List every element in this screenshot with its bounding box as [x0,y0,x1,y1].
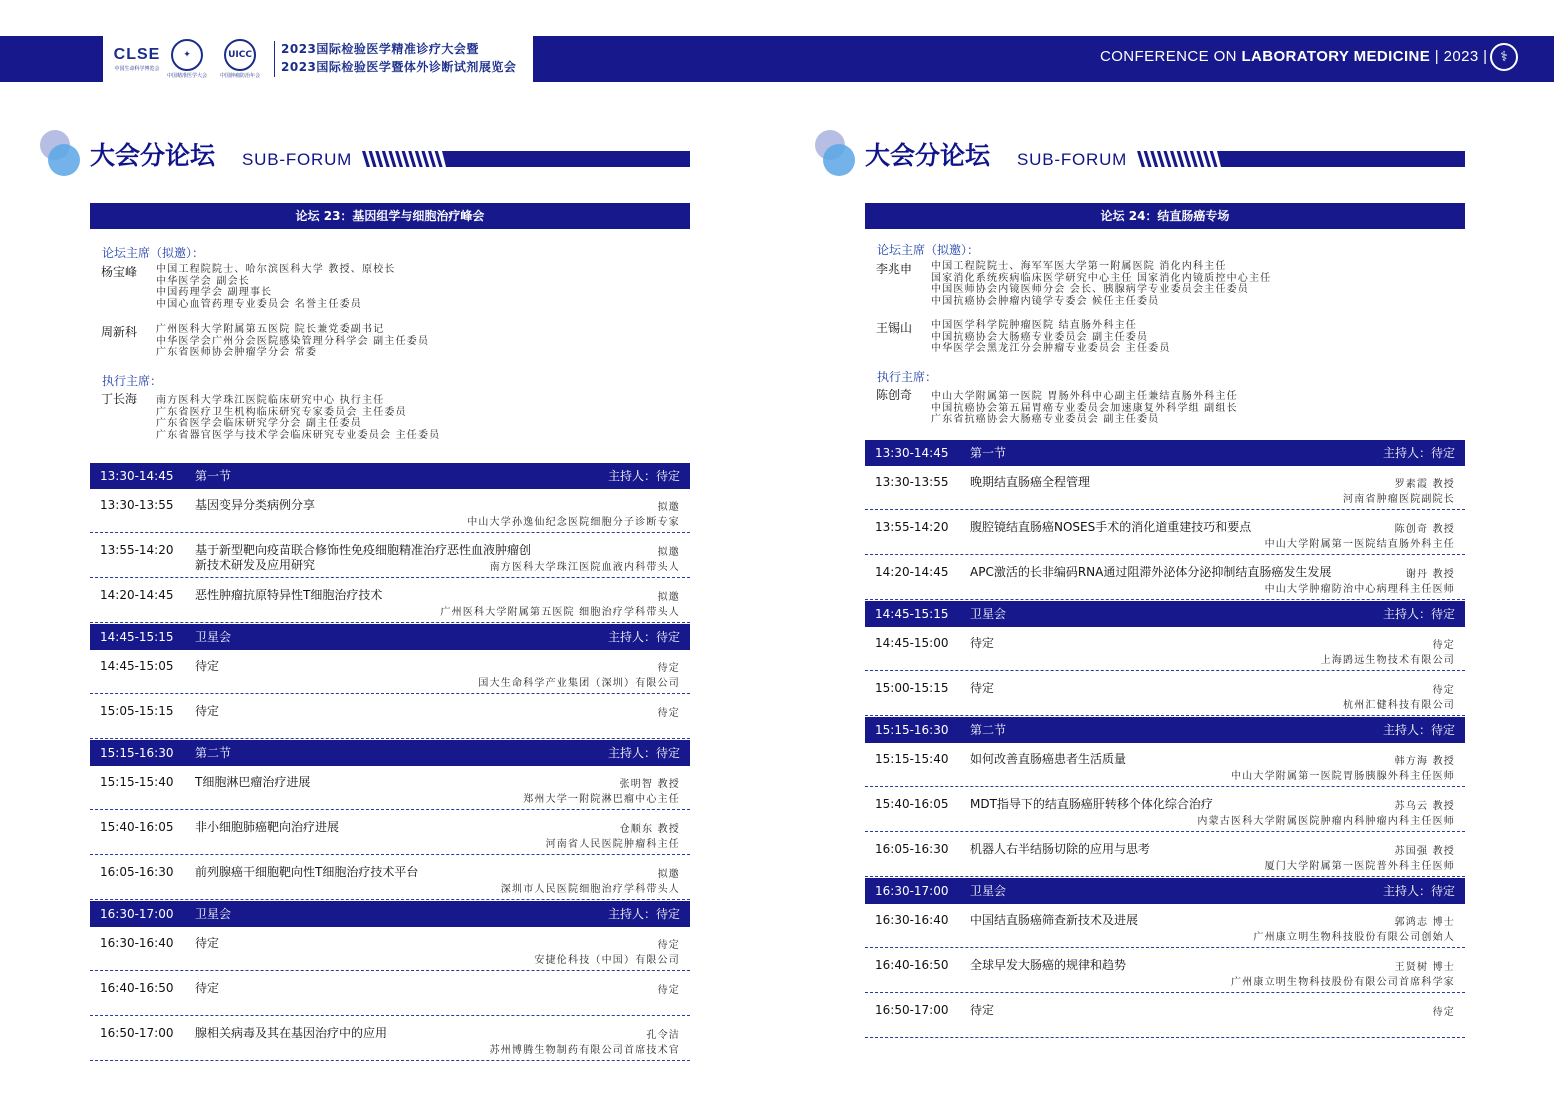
talk-time: 15:05-15:15 [100,704,174,718]
talk-row [90,650,690,694]
executive-chair-name: 丁长海 [101,392,138,406]
talk-time: 15:15-15:40 [100,775,174,789]
talk-time: 15:40-16:05 [875,797,949,811]
session-time: 16:30-17:00 [875,884,949,898]
chair-title-line: 中国心血管药理专业委员会 名誉主任委员 [156,298,362,310]
talk-title: 待定 [970,1003,995,1017]
session-time: 13:30-14:45 [100,469,174,483]
session-name: 卫星会 [970,884,1007,898]
session-time: 16:30-17:00 [100,907,174,921]
session-host: 主持人：待定 [607,746,680,760]
bubble-decoration [823,144,855,176]
executive-chair-title-line: 中山大学附属第一医院 胃肠外科中心副主任兼结直肠外科主任 [931,391,1238,402]
chair-title-line: 中国医师协会内镜医师分会 会长、胰腺病学专业委员会主任委员 [931,284,1249,296]
talk-speaker: 苏乌云 教授 [1394,801,1455,812]
session-time: 15:15-16:30 [875,723,949,737]
talk-time: 14:45-15:05 [100,659,174,673]
talk-time: 16:30-16:40 [100,936,174,950]
talk-affiliation: 河南省肿瘤医院副院长 [1343,494,1455,505]
session-header [865,878,1465,904]
chair-name: 周新科 [101,325,138,339]
talk-title: 前列腺癌干细胞靶向性T细胞治疗技术平台 [195,865,419,879]
talk-title: MDT指导下的结直肠癌肝转移个体化综合治疗 [970,797,1213,811]
conference-en-bold: LABORATORY MEDICINE [1241,48,1431,65]
talk-speaker: 拟邀 [657,502,680,513]
session-host: 主持人：待定 [1382,607,1455,621]
talk-affiliation: 内蒙古医科大学附属医院肿瘤内科肿瘤内科主任医师 [1197,816,1455,827]
talk-title: 机器人右半结肠切除的应用与思考 [970,842,1151,856]
talk-speaker: 待定 [657,940,680,951]
executive-chair-title-line: 广东省器官医学与技术学会临床研究专业委员会 主任委员 [156,429,441,441]
talk-affiliation: 广州康立明生物科技股份有限公司首席科学家 [1231,977,1455,988]
talk-speaker: 韩方海 教授 [1394,756,1455,767]
chair-name: 杨宝峰 [101,265,138,279]
talk-time: 16:05-16:30 [100,865,174,879]
talk-time: 13:55-14:20 [100,543,174,557]
talk-time: 16:30-16:40 [875,913,949,927]
precision-medicine-logo-caption: 中国精准医学大会 [166,73,207,79]
talk-title: 晚期结直肠癌全程管理 [970,475,1091,489]
executive-chair-titles [156,395,440,441]
forum-chair-label: 论坛主席（拟邀）： [877,243,980,257]
chair-name: 王锡山 [876,321,913,335]
talk-affiliation: 广州医科大学附属第五医院 细胞治疗学科带头人 [440,607,680,618]
conference-title-line2: 2023国际检验医学暨体外诊断试剂展览会 [281,60,517,74]
talk-title: 待定 [970,636,995,650]
talk-affiliation: 河南省人民医院肿瘤科主任 [545,839,680,850]
session-time: 14:45-15:15 [875,607,949,621]
left-page [90,0,690,1102]
talk-title: 基因变异分类病例分享 [195,498,316,512]
talk-speaker: 陈创奇 教授 [1394,524,1455,535]
talk-row [865,949,1465,993]
talk-speaker: 待定 [657,708,680,719]
talk-row [90,927,690,971]
talk-speaker: 待定 [657,663,680,674]
talk-affiliation: 中山大学附属第一医院结直肠外科主任 [1264,539,1455,550]
session-name: 卫星会 [195,907,232,921]
talk-row [90,579,690,623]
talk-time: 16:50-17:00 [875,1003,949,1017]
session-header [865,440,1465,466]
session-name: 第二节 [970,723,1007,737]
talk-title: 中国结直肠癌筛查新技术及进展 [970,913,1139,927]
section-subtitle: SUB-FORUM [1017,150,1128,169]
chair-title-line: 中国抗癌协会大肠癌专业委员会 副主任委员 [931,331,1149,343]
chair-title-line: 广州医科大学附属第五医院 院长兼党委副书记 [156,324,385,335]
talk-title: 如何改善直肠癌患者生活质量 [970,752,1127,766]
session-host: 主持人：待定 [1382,884,1455,898]
talk-row [90,489,690,533]
talk-affiliation: 杭州汇健科技有限公司 [1343,700,1455,711]
talk-speaker: 苏国强 教授 [1394,846,1455,857]
chair-title-line: 中国工程院院士、海军军医大学第一附属医院 消化内科主任 [931,261,1227,272]
talk-time: 14:20-14:45 [100,588,174,602]
talk-time: 14:45-15:00 [875,636,949,650]
bubble-decoration [48,144,80,176]
session-host: 主持人：待定 [1382,723,1455,737]
talk-time: 16:50-17:00 [100,1026,174,1040]
talk-time: 13:55-14:20 [875,520,949,534]
talk-affiliation: 深圳市人民医院细胞治疗学科带头人 [500,884,680,895]
section-title: 大会分论坛 [90,141,216,170]
talk-time: 16:40-16:50 [875,958,949,972]
chair-title-line: 中华医学会黑龙江分会肿瘤专业委员会 主任委员 [931,343,1171,355]
chair-titles [156,264,396,310]
chair-title-line: 国家消化系统疾病临床医学研究中心主任 国家消化内镜质控中心主任 [931,272,1272,284]
right-page [865,0,1465,1102]
talk-time: 16:05-16:30 [875,842,949,856]
talk-title: 待定 [195,704,220,718]
session-host: 主持人：待定 [607,630,680,644]
talk-speaker: 罗素霞 教授 [1394,479,1455,490]
talk-title: 非小细胞肺癌靶向治疗进展 [195,820,340,834]
session-name: 第一节 [970,446,1007,460]
chair-title-line: 广东省医师协会肿瘤学分会 常委 [156,347,318,359]
session-time: 14:45-15:15 [100,630,174,644]
chair-title-line: 中国药理学会 副理事长 [156,287,273,299]
talk-affiliation: 安捷伦科技（中国）有限公司 [534,955,680,966]
stripe-decoration [360,151,690,167]
talk-affiliation: 上海鹍远生物技术有限公司 [1320,655,1455,666]
talk-time: 15:00-15:15 [875,681,949,695]
talk-title: APC激活的长非编码RNA通过阻滞外泌体分泌抑制结直肠癌发生发展 [970,565,1332,579]
talk-speaker: 拟邀 [657,592,680,603]
session-host: 主持人：待定 [1382,446,1455,460]
talk-title: 全球早发大肠癌的规律和趋势 [970,958,1127,972]
chair-title-line: 中华医学会 副会长 [156,275,250,287]
section-subtitle: SUB-FORUM [242,150,353,169]
chair-name: 李兆申 [876,262,913,276]
talk-affiliation: 南方医科大学珠江医院血液内科带头人 [489,562,680,573]
session-host: 主持人：待定 [607,907,680,921]
chair-titles [931,261,1271,307]
talk-row [865,466,1465,510]
executive-chair-label: 执行主席： [877,370,938,384]
uicc-logo-caption: 中国肿瘤防治年会 [219,73,260,79]
executive-chair-title-line: 广东省抗癌协会大肠癌专业委员会 副主任委员 [931,414,1160,426]
talk-speaker: 谢丹 教授 [1405,569,1455,580]
talk-time: 14:20-14:45 [875,565,949,579]
stripe-decoration [1135,151,1465,167]
session-name: 第一节 [195,469,232,483]
talk-speaker: 待定 [657,985,680,996]
executive-chair-title-line: 广东省医学会临床研究学分会 副主任委员 [156,418,362,430]
talk-time: 13:30-13:55 [875,475,949,489]
talk-row [90,766,690,810]
session-header [90,463,690,489]
talk-time: 16:40-16:50 [100,981,174,995]
session-header [865,717,1465,743]
talk-title: 待定 [195,981,220,995]
session-time: 15:15-16:30 [100,746,174,760]
executive-chair-title-line: 广东省医疗卫生机构临床研究专家委员会 主任委员 [156,406,407,418]
talk-affiliation: 中山大学肿瘤防治中心病理科主任医师 [1264,584,1455,595]
talk-title: 恶性肿瘤抗原特异性T细胞治疗技术 [195,588,383,602]
talk-row [865,627,1465,671]
talk-title: 腹腔镜结直肠癌NOSES手术的消化道重建技巧和要点 [970,520,1252,534]
chair-title-line: 中国工程院院士、哈尔滨医科大学 教授、原校长 [156,264,396,275]
clse-logo-caption: 中国生命科学博览会 [114,66,160,72]
talk-affiliation: 厦门大学附属第一医院普外科主任医师 [1264,861,1455,872]
talk-affiliation: 苏州博腾生物制药有限公司首席技术官 [489,1045,680,1056]
talk-row [90,695,690,739]
executive-chair-title-line: 南方医科大学珠江医院临床研究中心 执行主任 [156,395,385,406]
talk-speaker: 王贤树 博士 [1394,962,1455,973]
talk-speaker: 仓顺东 教授 [619,824,680,835]
forum-chair-label: 论坛主席（拟邀）： [102,246,205,260]
chair-title-line: 中国医学科学院肿瘤医院 结直肠外科主任 [931,320,1137,331]
section-header [815,128,1465,178]
talk-affiliation: 广州康立明生物科技股份有限公司创始人 [1253,932,1455,943]
talk-title: 基于新型靶向疫苗联合修饰性免疫细胞精准治疗恶性血液肿瘤创新技术研发及应用研究 [195,543,532,572]
talk-affiliation: 中山大学孙逸仙纪念医院细胞分子诊断专家 [467,517,680,528]
talk-speaker: 孔令洁 [646,1030,680,1041]
executive-chair-titles [931,391,1238,426]
talk-row [90,972,690,1016]
talk-speaker: 拟邀 [657,547,680,558]
conference-title-line1: 2023国际检验医学精准诊疗大会暨 [281,42,479,56]
forum-title: 论坛 24：结直肠癌专场 [865,203,1465,229]
talk-row [865,788,1465,832]
executive-chair-name: 陈创奇 [876,388,913,402]
talk-row [865,994,1465,1038]
talk-affiliation: 中山大学附属第一医院胃肠胰腺外科主任医师 [1231,771,1455,782]
talk-speaker: 待定 [1432,685,1455,696]
talk-title: 待定 [970,681,995,695]
talk-row [90,1017,690,1061]
talk-title: 待定 [195,936,220,950]
talk-affiliation: 国大生命科学产业集团（深圳）有限公司 [478,678,680,689]
talk-row [865,904,1465,948]
forum-title: 论坛 23：基因组学与细胞治疗峰会 [90,203,690,229]
talk-row [865,556,1465,600]
session-host: 主持人：待定 [607,469,680,483]
chair-titles [931,320,1171,355]
session-header [90,740,690,766]
talk-row [90,856,690,900]
talk-row [90,534,690,578]
conference-en-prefix: CONFERENCE ON [1100,48,1242,65]
talk-title: 待定 [195,659,220,673]
talk-time: 13:30-13:55 [100,498,174,512]
talk-row [865,672,1465,716]
talk-affiliation: 郑州大学一附院淋巴瘤中心主任 [523,794,680,805]
session-name: 卫星会 [195,630,232,644]
dna-icon: ⚕ [1490,43,1518,71]
chair-titles [156,324,429,359]
talk-speaker: 郭鸿志 博士 [1394,917,1455,928]
executive-chair-label: 执行主席： [102,374,163,388]
session-header [90,901,690,927]
talk-speaker: 待定 [1432,1007,1455,1018]
talk-speaker: 拟邀 [657,869,680,880]
talk-row [865,833,1465,877]
chair-title-line: 中国抗癌协会肿瘤内镜学专委会 候任主任委员 [931,295,1160,307]
talk-row [90,811,690,855]
talk-speaker: 待定 [1432,640,1455,651]
talk-time: 15:40-16:05 [100,820,174,834]
talk-row [865,511,1465,555]
section-header [40,128,690,178]
chair-title-line: 中华医学会广州分会医院感染管理分科学会 副主任委员 [156,335,430,347]
conference-en-suffix: | 2023 | [1430,48,1488,65]
uicc-logo-mark: UICC [224,39,256,71]
session-name: 第二节 [195,746,232,760]
talk-time: 15:15-15:40 [875,752,949,766]
talk-speaker: 张明智 教授 [619,779,680,790]
section-title: 大会分论坛 [865,141,991,170]
session-name: 卫星会 [970,607,1007,621]
talk-row [865,743,1465,787]
session-header [90,624,690,650]
session-time: 13:30-14:45 [875,446,949,460]
talk-title: 腺相关病毒及其在基因治疗中的应用 [195,1026,388,1040]
clse-logo-mark: CLSE [113,46,161,63]
talk-title: T细胞淋巴瘤治疗进展 [195,775,311,789]
executive-chair-title-line: 中国抗癌协会第五届胃癌专业委员会加速康复外科学组 副组长 [931,402,1238,414]
globe-icon: ✦ [171,39,203,71]
session-header [865,601,1465,627]
